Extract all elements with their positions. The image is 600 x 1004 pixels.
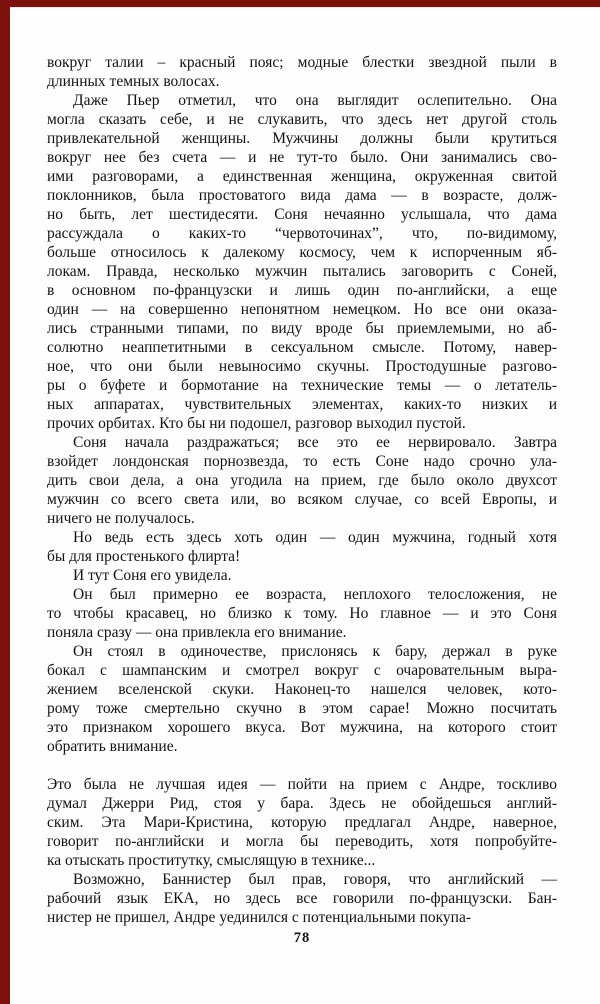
text-line: Но ведь есть здесь хоть один — один мужчина, годный хотя [73,529,557,546]
text-line: но быть, лет шестидесяти. Соня нечаянно услышала, что дама [47,206,557,223]
text-line: Он был примерно ее возраста, неплохого телосложения, не [73,586,557,603]
text-line: Соня начала раздражаться; все это ее нервировало. Завтра [73,434,557,451]
text-line: думал Джерри Рид, стоя у бара. Здесь не обойдешься англий- [47,795,557,812]
text-line: солютно неаппетитными в сексуальном смысле. Потому, навер- [47,339,557,356]
paragraph [47,642,557,756]
text-line: привлекательной женщины. Мужчины должны были крутиться [47,130,557,147]
paragraph [47,91,557,433]
text-line: Возможно, Баннистер был прав, говоря, что английский — [73,871,557,888]
text-line: рабочий язык ЕКА, но здесь все говорили по-французски. Бан- [47,890,557,907]
text-line: Даже Пьер отметил, что она выглядит ослепительно. Она [73,92,557,109]
scan-edge-top [0,0,600,7]
text-line: локам. Правда, несколько мужчин пытались заговорить с Соней, [47,263,557,280]
text-line: ка отыскать проститутку, смыслящую в технике... [47,852,376,869]
text-line: прочих орбитах. Кто бы ни подошел, разговор выходил пустой. [47,415,466,432]
text-line: ским. Эта Мари-Кристина, которую предлагал Андре, наверное, [47,814,557,831]
text-line: поняла сразу — она привлекла его внимание. [47,624,347,641]
paragraph [47,870,557,927]
paragraph [47,585,557,642]
text-line: ное, что они были невыносимо скучны. Простодушные разгово- [47,358,557,375]
text-line: ры о буфете и бормотание на технические темы — о летатель- [47,377,557,394]
text-line: один — на совершенно непонятном немецком. Но все они оказа- [47,301,557,318]
text-line: поклонников, была простоватого вида дама — в возрасте, долж- [47,187,557,204]
text-line: ничего не получалось. [47,510,195,527]
paragraph [47,53,557,91]
text-line: нистер не пришел, Андре уединился с потенциальными покупа- [47,909,472,926]
text-line: рассуждала о каких-то “червоточинах”, что, по-видимому, [47,225,557,242]
text-line: взойдет лондонская порнозвезда, то есть Соне надо срочно ула- [47,453,557,470]
text-line: Он стоял в одиночестве, прислонясь к бару, держал в руке [73,643,557,660]
paragraph [47,433,557,528]
text-line: могла сказать себе, и не слукавить, что здесь нет другой столь [47,111,557,128]
text-line: жением вселенской скуки. Наконец-то нашелся человек, кото- [47,681,557,698]
paragraph [47,566,557,585]
text-line: вокруг талии – красный пояс; модные блестки звездной пыли в [47,54,557,71]
text-line: говорит по-английски и могла бы переводить, хотя попробуйте- [47,833,557,850]
text-line: вокруг нее без счета — и не тут-то было. Они занимались сво- [47,149,557,166]
text-line: обратить внимание. [47,738,178,755]
text-line: в основном по-французски и лишь один по-английски, а еще [47,282,557,299]
body-text [47,53,557,927]
scan-edge-left [0,0,10,1004]
paragraph [47,528,557,566]
text-line: ими разговорами, а единственная женщина, окруженная свитой [47,168,557,185]
text-line: бы для простенького флирта! [47,548,241,565]
text-line: Это была не лучшая идея — пойти на прием с Андре, тоскливо [47,776,557,793]
text-line: то чтобы красавец, но близко к тому. Но главное — и это Соня [47,605,557,622]
text-line: лись странными типами, по виду вроде бы приемлемыми, но аб- [47,320,557,337]
text-line: больше относилось к далекому космосу, чем к испорченным яб- [47,244,557,261]
text-line: длинных темных волосах. [47,73,220,90]
text-line: дить свои дела, а она угодила на прием, где было около двухсот [47,472,557,489]
page-number: 78 [293,930,311,946]
text-line: рому тоже смертельно скучно в этом сарае! Можно посчитать [47,700,557,717]
text-line: это признаком хорошего вкуса. Вот мужчина, на которого стоит [47,719,557,736]
paragraph [47,775,557,870]
text-line: И тут Соня его увидела. [73,567,232,584]
text-line: ных аппаратах, чувствительных элементах, каких-то низких и [47,396,557,413]
text-line: бокал с шампанским и смотрел вокруг с очаровательным выра- [47,662,557,679]
text-line: мужчин со всего света или, во всяком случае, со всей Европы, и [47,491,557,508]
